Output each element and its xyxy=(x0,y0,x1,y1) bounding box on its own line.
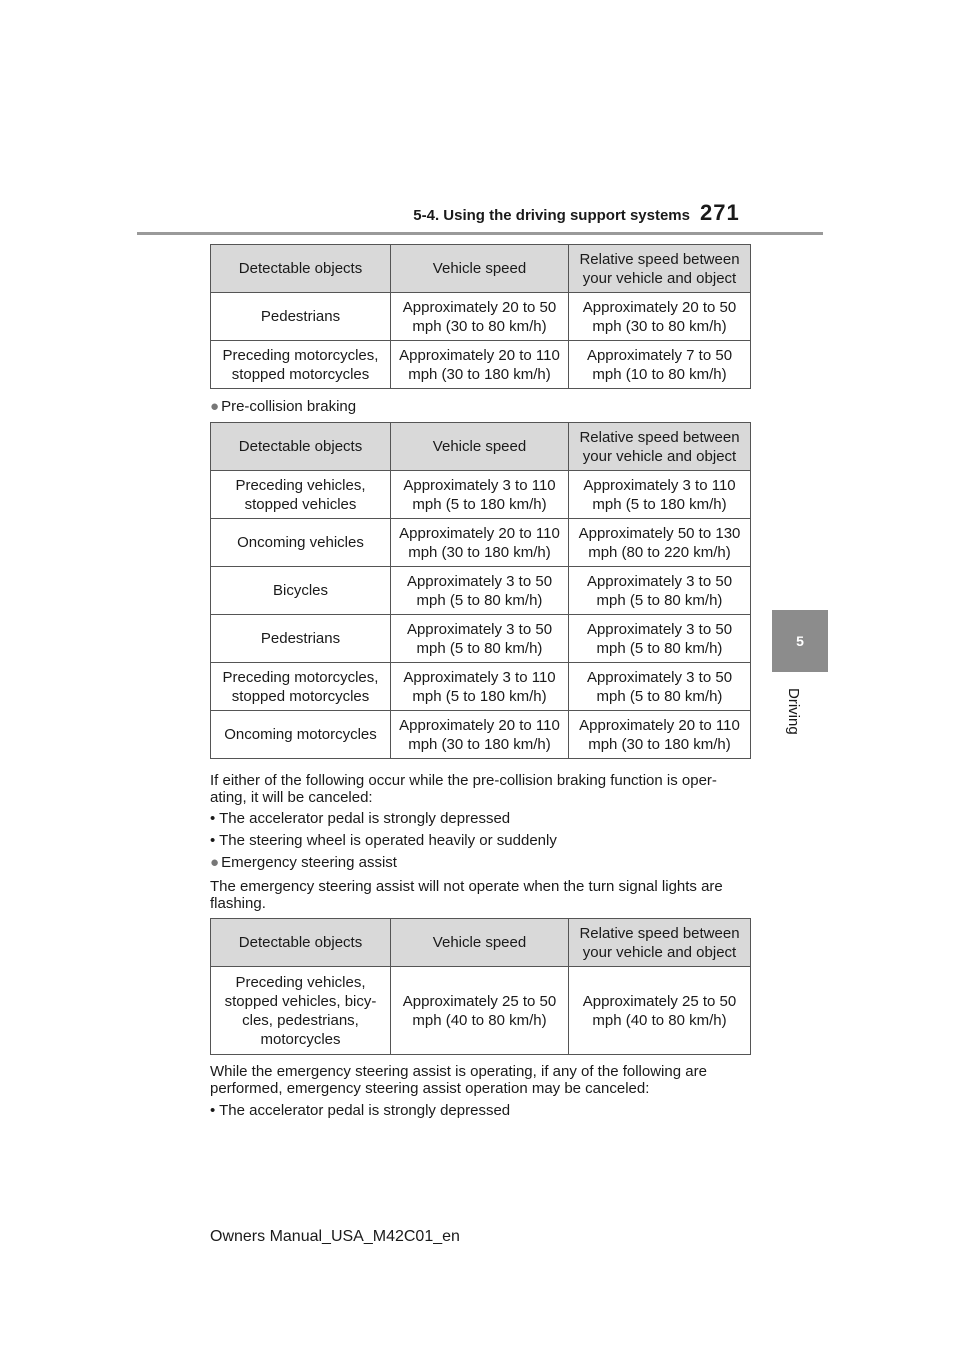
cell-vehicle-speed: Approximately 20 to 110 mph (30 to 180 km/h) xyxy=(391,519,569,567)
cell-object: Bicycles xyxy=(211,567,391,615)
header-vehicle-speed: Vehicle speed xyxy=(391,919,569,967)
cell-relative-speed: Approximately 3 to 50 mph (5 to 80 km/h) xyxy=(569,615,751,663)
emergency-steering-heading xyxy=(210,854,397,871)
table-header-row xyxy=(211,245,751,293)
footer-manual-id: Owners Manual_USA_M42C01_en xyxy=(210,1228,460,1245)
cell-relative-speed: Approximately 25 to 50 mph (40 to 80 km/h) xyxy=(569,967,751,1055)
header-vehicle-speed: Vehicle speed xyxy=(391,245,569,293)
header-detectable-objects: Detectable objects xyxy=(211,423,391,471)
table-row xyxy=(211,471,751,519)
bullet-icon: ● xyxy=(210,398,220,415)
cell-vehicle-speed: Approximately 3 to 50 mph (5 to 80 km/h) xyxy=(391,567,569,615)
table-row xyxy=(211,663,751,711)
cell-vehicle-speed: Approximately 20 to 110 mph (30 to 180 km/h) xyxy=(391,341,569,389)
cell-object: Preceding vehicles, stopped vehicles, bicy-cles, pedestrians, motorcycles xyxy=(211,967,391,1055)
cell-relative-speed: Approximately 3 to 110 mph (5 to 180 km/h) xyxy=(569,471,751,519)
cell-object: Oncoming motorcycles xyxy=(211,711,391,759)
heading-text: Emergency steering assist xyxy=(221,854,397,871)
table-row xyxy=(211,711,751,759)
table-row xyxy=(211,341,751,389)
cell-vehicle-speed: Approximately 3 to 110 mph (5 to 180 km/h) xyxy=(391,663,569,711)
header-relative-speed: Relative speed between your vehicle and object xyxy=(569,423,751,471)
cell-vehicle-speed: Approximately 3 to 110 mph (5 to 180 km/h) xyxy=(391,471,569,519)
heading-text: Pre-collision braking xyxy=(221,398,357,415)
chapter-label: Driving xyxy=(785,688,802,735)
cell-object: Pedestrians xyxy=(211,615,391,663)
table-row xyxy=(211,967,751,1055)
emergency-steering-note: The emergency steering assist will not operate when the turn signal lights are flashing. xyxy=(210,878,723,912)
cell-object: Preceding motorcycles, stopped motorcycles xyxy=(211,341,391,389)
table-header-row xyxy=(211,919,751,967)
cell-relative-speed: Approximately 7 to 50 mph (10 to 80 km/h) xyxy=(569,341,751,389)
cell-relative-speed: Approximately 50 to 130 mph (80 to 220 km/h) xyxy=(569,519,751,567)
cell-vehicle-speed: Approximately 20 to 50 mph (30 to 80 km/h) xyxy=(391,293,569,341)
cell-relative-speed: Approximately 3 to 50 mph (5 to 80 km/h) xyxy=(569,567,751,615)
cell-vehicle-speed: Approximately 3 to 50 mph (5 to 80 km/h) xyxy=(391,615,569,663)
cell-object: Pedestrians xyxy=(211,293,391,341)
header-divider xyxy=(137,232,823,235)
header-detectable-objects: Detectable objects xyxy=(211,245,391,293)
list-item: • The steering wheel is operated heavily or suddenly xyxy=(210,832,557,849)
cell-relative-speed: Approximately 20 to 50 mph (30 to 80 km/h) xyxy=(569,293,751,341)
cell-object: Preceding motorcycles, stopped motorcycles xyxy=(211,663,391,711)
table-row xyxy=(211,519,751,567)
table-row xyxy=(211,615,751,663)
chapter-tab: 5 xyxy=(772,610,828,672)
pre-collision-braking-heading xyxy=(210,398,356,415)
cell-object: Preceding vehicles, stopped vehicles xyxy=(211,471,391,519)
header-relative-speed: Relative speed between your vehicle and object xyxy=(569,245,751,293)
table-header-row xyxy=(211,423,751,471)
cell-object: Oncoming vehicles xyxy=(211,519,391,567)
header-vehicle-speed: Vehicle speed xyxy=(391,423,569,471)
cell-vehicle-speed: Approximately 20 to 110 mph (30 to 180 km/h) xyxy=(391,711,569,759)
list-item: • The accelerator pedal is strongly depressed xyxy=(210,810,511,827)
cell-vehicle-speed: Approximately 25 to 50 mph (40 to 80 km/h) xyxy=(391,967,569,1055)
table-row xyxy=(211,567,751,615)
cell-relative-speed: Approximately 3 to 50 mph (5 to 80 km/h) xyxy=(569,663,751,711)
header-detectable-objects: Detectable objects xyxy=(211,919,391,967)
pre-collision-braking-table xyxy=(210,422,751,759)
section-title: 5-4. Using the driving support systems xyxy=(413,207,690,224)
header-relative-speed: Relative speed between your vehicle and object xyxy=(569,919,751,967)
emergency-steering-table xyxy=(210,918,751,1055)
emergency-steering-cancel-intro: While the emergency steering assist is operating, if any of the following are performed, emergency steering assist operation may be canceled: xyxy=(210,1063,707,1097)
pre-collision-cancel-intro: If either of the following occur while the pre-collision braking function is oper-ating, it will be canceled: xyxy=(210,772,717,806)
bullet-icon: ● xyxy=(210,854,220,871)
list-item: • The accelerator pedal is strongly depressed xyxy=(210,1102,511,1119)
cell-relative-speed: Approximately 20 to 110 mph (30 to 180 km/h) xyxy=(569,711,751,759)
page-number: 271 xyxy=(700,200,740,225)
table-row xyxy=(211,293,751,341)
detection-table-top xyxy=(210,244,751,389)
